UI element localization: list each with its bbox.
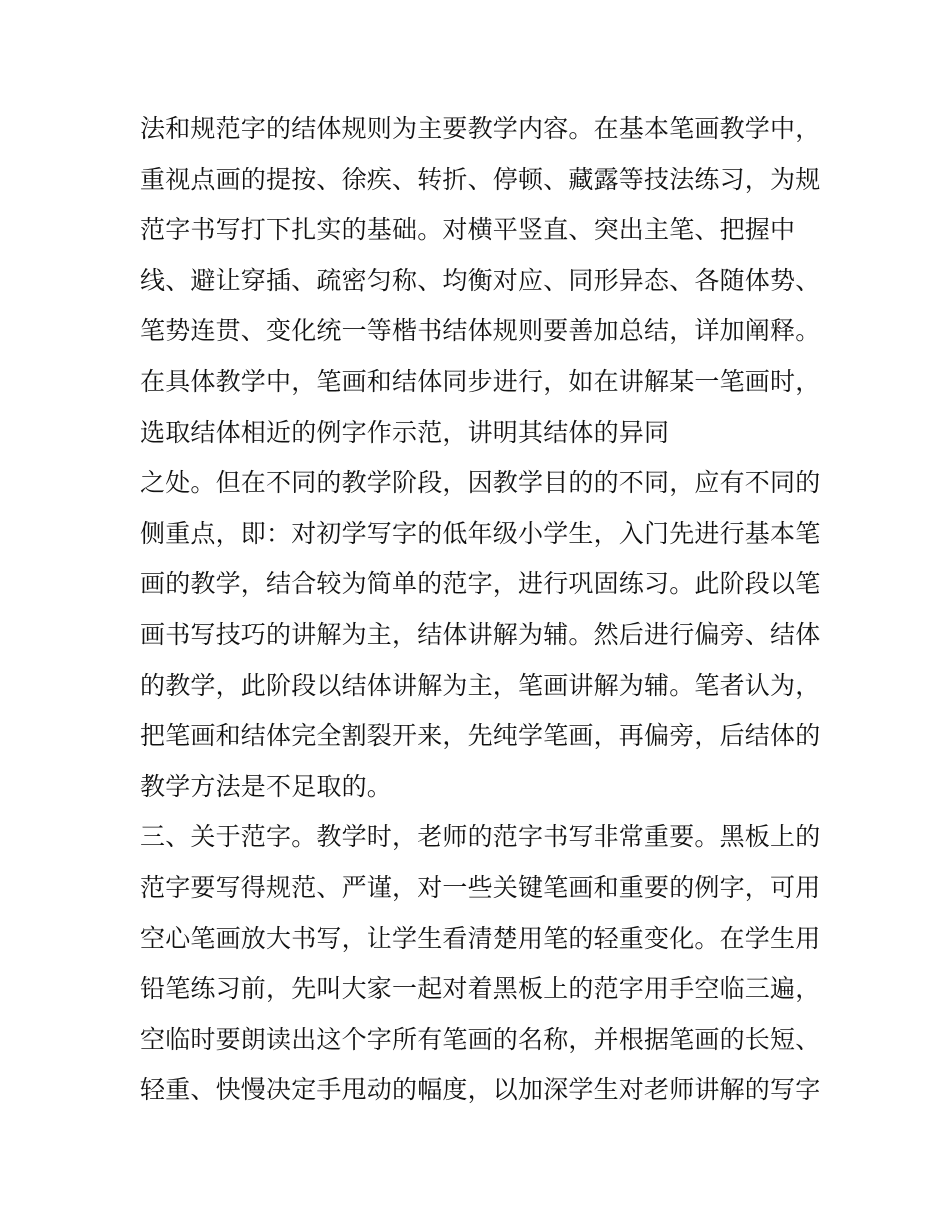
text-line: 画书写技巧的讲解为主，结体讲解为辅。然后进行偏旁、结体	[140, 619, 821, 649]
text-line: 侧重点，即：对初学写字的低年级小学生，入门先进行基本笔	[140, 518, 821, 548]
text-line: 铅笔练习前，先叫大家一起对着黑板上的范字用手空临三遍，	[140, 974, 821, 1004]
text-line: 重视点画的提按、徐疾、转折、停顿、藏露等技法练习，为规	[140, 164, 821, 194]
text-line: 三、关于范字。教学时，老师的范字书写非常重要。黑板上的	[140, 822, 821, 852]
text-line: 空临时要朗读出这个字所有笔画的名称，并根据笔画的长短、	[140, 1024, 821, 1054]
text-line: 把笔画和结体完全割裂开来，先纯学笔画，再偏旁，后结体的	[140, 721, 821, 751]
text-line: 范字书写打下扎实的基础。对横平竖直、突出主笔、把握中	[140, 215, 796, 245]
text-line: 空心笔画放大书写，让学生看清楚用笔的轻重变化。在学生用	[140, 923, 821, 953]
body-text	[140, 104, 820, 1116]
text-line: 笔势连贯、变化统一等楷书结体规则要善加总结，详加阐释。	[140, 316, 821, 346]
text-line: 选取结体相近的例字作示范，讲明其结体的异同	[140, 417, 670, 447]
text-line: 教学方法是不足取的。	[140, 771, 393, 801]
text-line: 之处。但在不同的教学阶段，因教学目的的不同，应有不同的	[140, 468, 821, 498]
text-line: 范字要写得规范、严谨，对一些关键笔画和重要的例字，可用	[140, 872, 821, 902]
text-line: 的教学，此阶段以结体讲解为主，笔画讲解为辅。笔者认为，	[140, 670, 821, 700]
text-line: 画的教学，结合较为简单的范字，进行巩固练习。此阶段以笔	[140, 569, 821, 599]
text-line: 法和规范字的结体规则为主要教学内容。在基本笔画教学中，	[140, 114, 821, 143]
text-line: 轻重、快慢决定手甩动的幅度，以加深学生对老师讲解的写字	[140, 1075, 821, 1105]
text-line: 在具体教学中，笔画和结体同步进行，如在讲解某一笔画时，	[140, 366, 821, 396]
text-line: 线、避让穿插、疏密匀称、均衡对应、同形异态、各随体势、	[140, 265, 821, 295]
